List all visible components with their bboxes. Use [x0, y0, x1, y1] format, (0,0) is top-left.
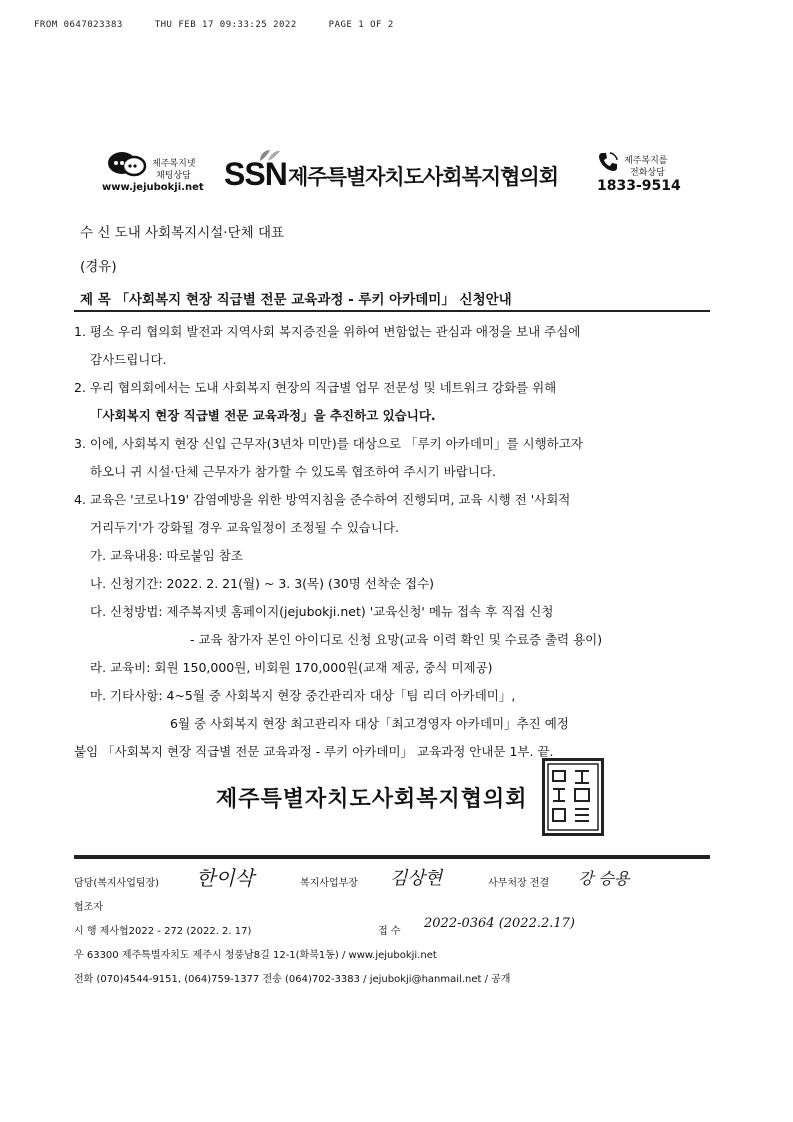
para-2-line-1: 2. 우리 협의회에서는 도내 사회복지 현장의 직급별 업무 전문성 및 네트워크 강화를 위해 — [74, 380, 557, 395]
para-2-line-2: 「사회복지 현장 직급별 전문 교육과정」을 추진하고 있습니다. — [90, 408, 436, 423]
via-line: (경유) — [80, 259, 117, 275]
receipt-label: 접 수 — [378, 926, 401, 937]
fax-page: PAGE 1 OF 2 — [328, 20, 394, 30]
item-ma-line-2: 6월 중 사회복지 현장 최고관리자 대상「최고경영자 아카데미」추진 예정 — [170, 716, 569, 731]
cooperator-label: 협조자 — [74, 902, 103, 913]
phone-icon — [596, 150, 620, 174]
approver-1-signature: 한이삭 — [196, 866, 254, 890]
receipt-value: 2022-0364 (2022.2.17) — [424, 916, 575, 931]
sender-name: 제주특별자치도사회복지협의회 — [216, 787, 528, 812]
subject-divider — [74, 310, 710, 312]
para-4-line-1: 4. 교육은 '코로나19' 감염예방을 위한 방역지침을 준수하여 진행되며, 교육 시행 전 '사회적 — [74, 492, 571, 507]
chat-label-2: 채팅상담 — [156, 171, 191, 181]
phone-number: 1833-9514 — [597, 178, 681, 194]
para-1-line-1: 1. 평소 우리 협의회 발전과 지역사회 복지증진을 위하여 변함없는 관심과 애정을 보내 주심에 — [74, 324, 581, 339]
phone-label-1: 제주복지를 — [624, 156, 668, 166]
fax-from: FROM 0647023383 — [34, 20, 123, 30]
approver-2-signature: 김상현 — [390, 868, 443, 889]
recipient-line: 수 신 도내 사회복지시설·단체 대표 — [80, 225, 285, 241]
approver-3-signature: 강 승용 — [578, 869, 630, 888]
seal-glyph-icon — [545, 761, 601, 833]
address-line: 우 63300 제주특별자치도 제주시 청풍남8길 12-1(화북1동) / www.jejubokji.net — [74, 950, 437, 961]
letterhead — [100, 148, 700, 198]
item-na: 나. 신청기간: 2022. 2. 21(월) ~ 3. 3(목) (30명 선착순 접수) — [90, 576, 435, 591]
para-3-line-2: 하오니 귀 시설·단체 근무자가 참가할 수 있도록 협조하여 주시기 바랍니다. — [90, 464, 496, 479]
para-1-line-2: 감사드립니다. — [90, 352, 167, 367]
website-text: www.jejubokji.net — [102, 182, 204, 193]
footer-divider — [74, 855, 710, 859]
item-ra: 라. 교육비: 회원 150,000원, 비회원 170,000원(교재 제공, 중식 미제공) — [90, 660, 493, 675]
approver-2-label: 복지사업부장 — [300, 878, 358, 889]
ssn-logo: SSN — [224, 156, 287, 192]
enforcement-line: 시 행 제사협2022 - 272 (2022. 2. 17) — [74, 926, 252, 937]
fax-date: THU FEB 17 09:33:25 2022 — [154, 20, 297, 30]
attachment-line: 붙임 「사회복지 현장 직급별 전문 교육과정 - 루키 아카데미」 교육과정 안내문 1부. 끝. — [74, 744, 554, 759]
official-seal — [542, 758, 604, 836]
item-ga: 가. 교육내용: 따로붙임 참조 — [90, 548, 243, 563]
chat-label-1: 제주복지넷 — [152, 159, 196, 169]
fax-header — [34, 20, 420, 30]
chat-icon — [106, 150, 148, 182]
item-da-line-2: - 교육 참가자 본인 아이디로 신청 요망(교육 이력 확인 및 수료증 출력 용이) — [190, 632, 603, 647]
phone-label-2: 전화상담 — [630, 168, 665, 178]
item-ma-line-1: 마. 기타사항: 4~5월 중 사회복지 현장 중간관리자 대상「팀 리더 아카데미」, — [90, 688, 516, 703]
item-da-line-1: 다. 신청방법: 제주복지넷 홈페이지(jejubokji.net) '교육신청' 메뉴 접속 후 직접 신청 — [90, 604, 554, 619]
approver-3-label: 사무처장 전결 — [488, 878, 550, 889]
subject-line: 제 목 「사회복지 현장 직급별 전문 교육과정 - 루키 아카데미」 신청안내 — [80, 292, 512, 308]
org-title: 제주특별자치도사회복지협의회 — [288, 165, 559, 189]
para-4-line-2: 거리두기'가 강화될 경우 교육일정이 조정될 수 있습니다. — [90, 520, 399, 535]
para-3-line-1: 3. 이에, 사회복지 현장 신입 근무자(3년차 미만)를 대상으로 「루키 아카데미」를 시행하고자 — [74, 436, 583, 451]
approver-1-label: 담당(복지사업팀장) — [74, 878, 160, 889]
contact-line: 전화 (070)4544-9151, (064)759-1377 전송 (064)702-3383 / jejubokji@hanmail.net / 공개 — [74, 974, 511, 985]
